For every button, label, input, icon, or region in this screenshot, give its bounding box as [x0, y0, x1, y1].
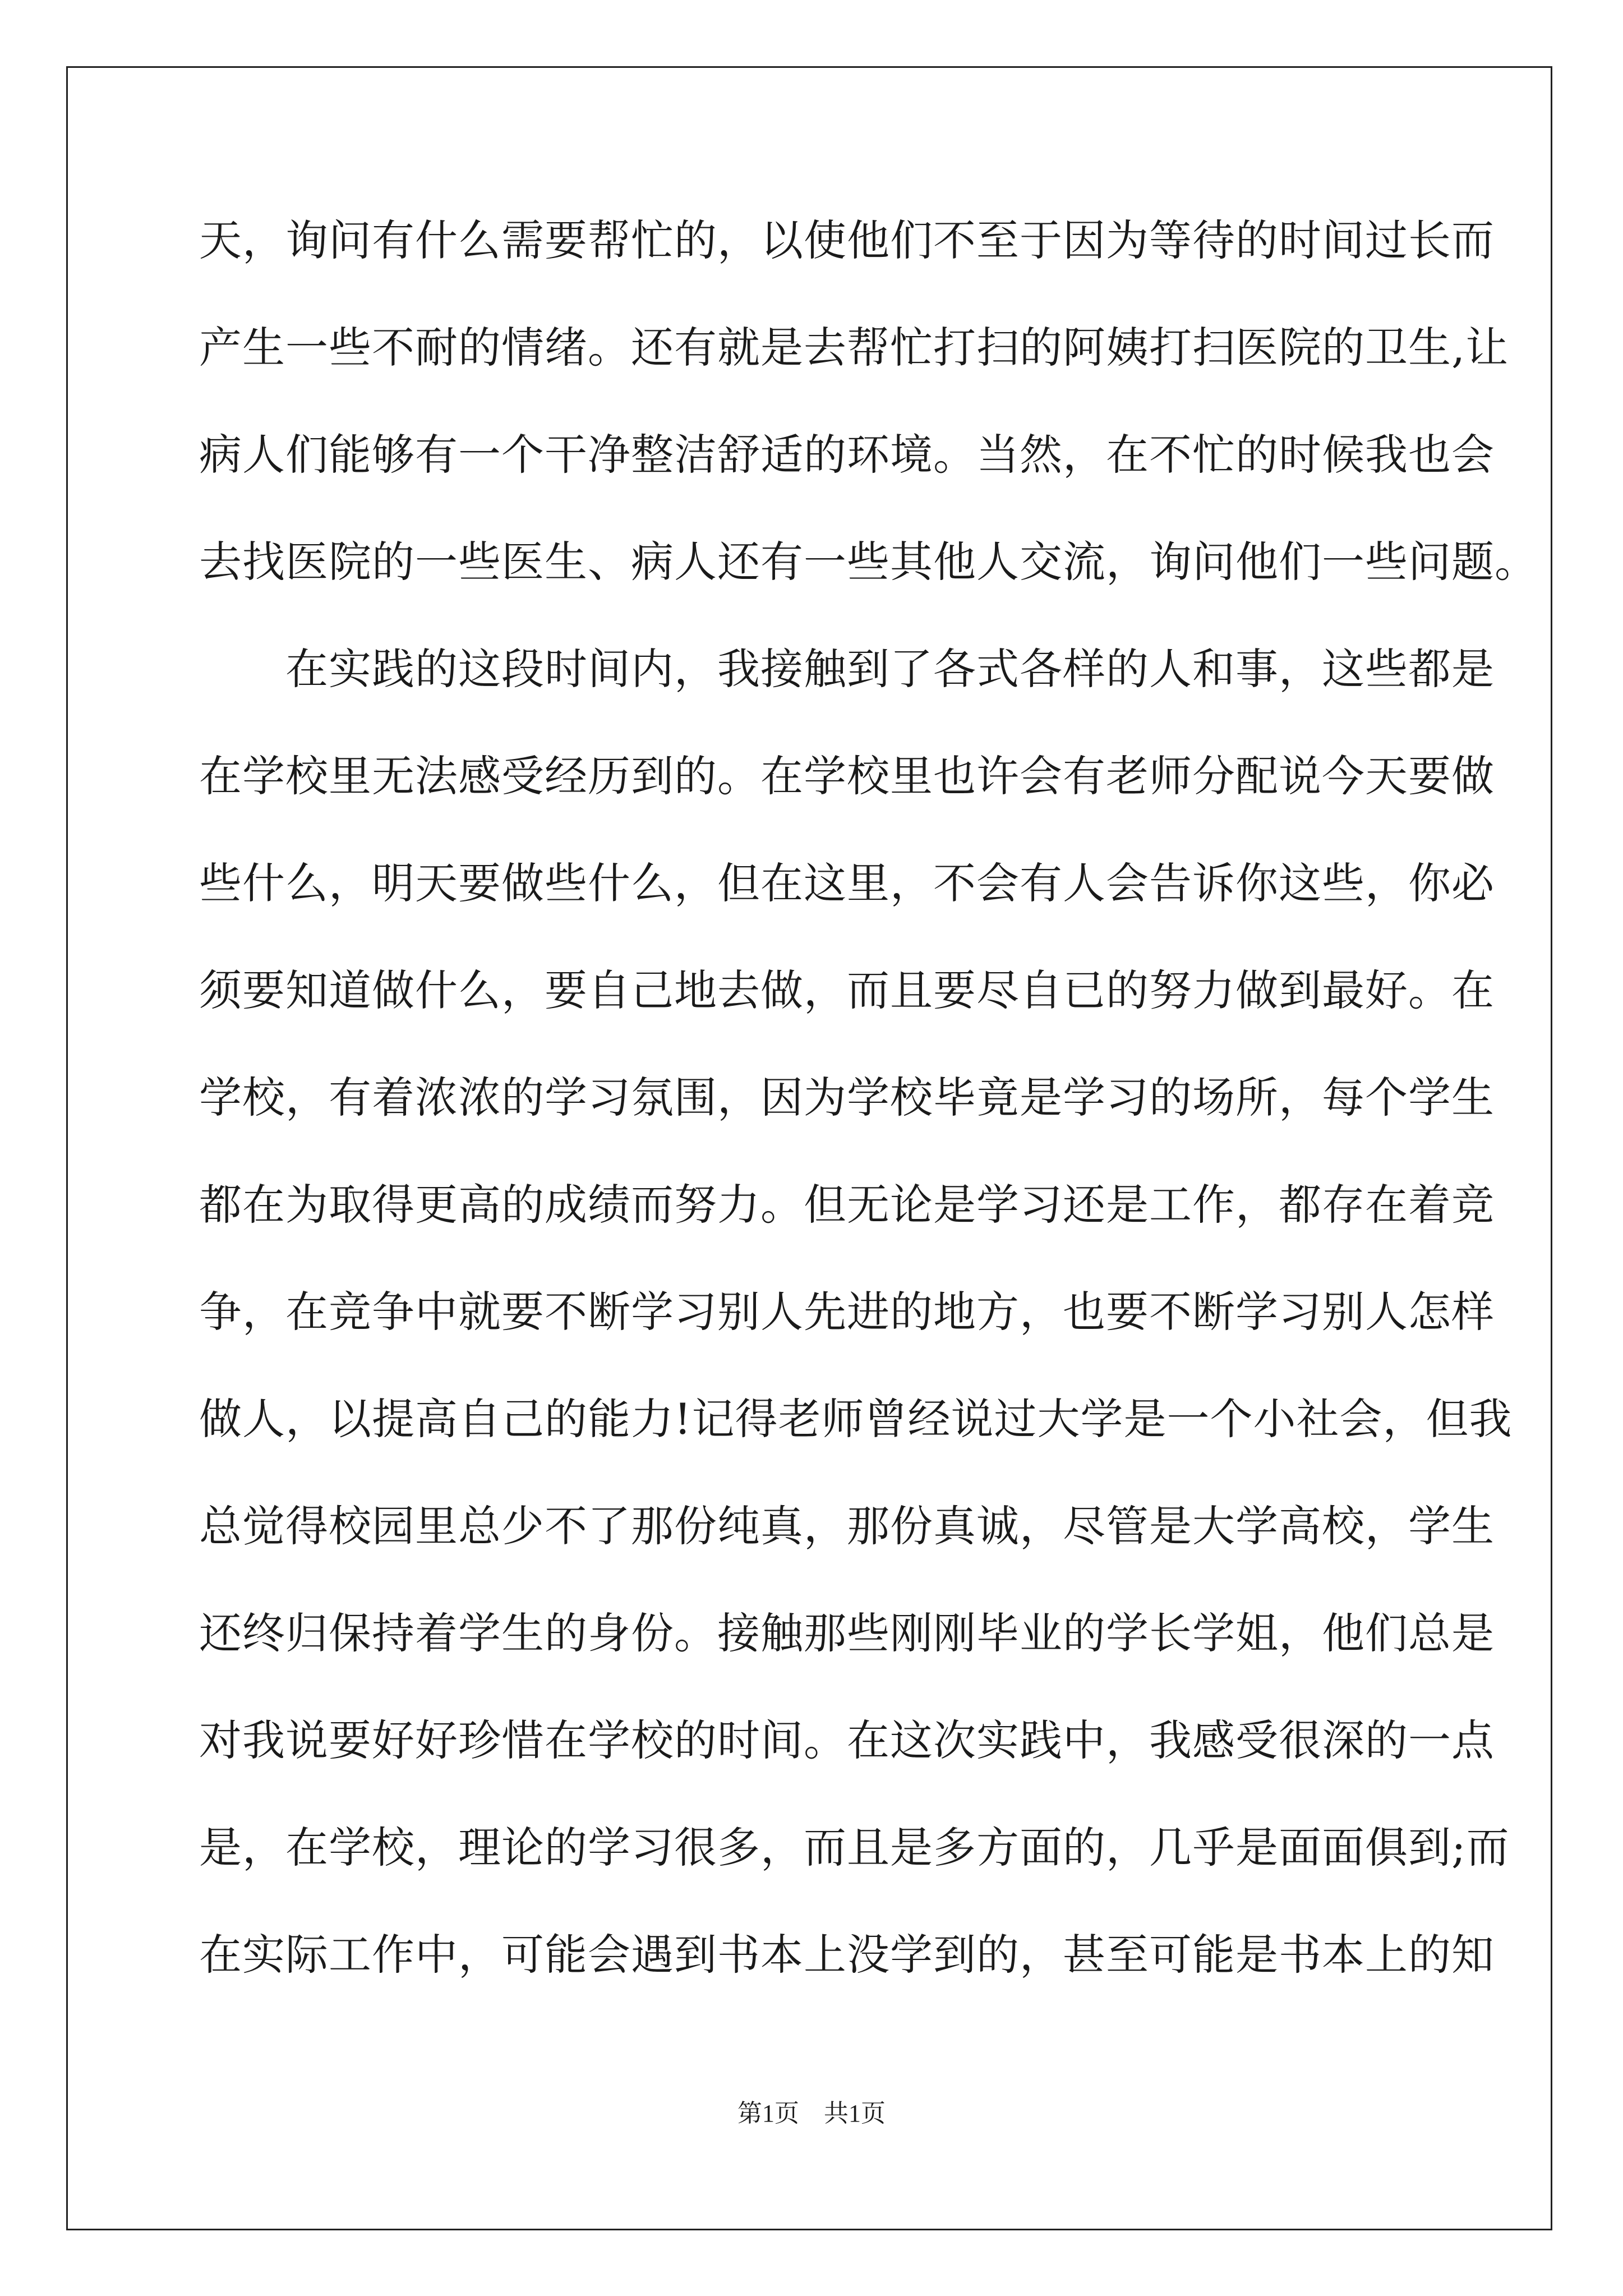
text-line: 病人们能够有一个干净整洁舒适的环境。当然，在不忙的时候我也会 — [199, 430, 1495, 480]
document-body — [199, 208, 1538, 2029]
text-line: 在学校里无法感受经历到的。在学校里也许会有老师分配说今天要做 — [199, 751, 1495, 801]
text-line: 争，在竞争中就要不断学习别人先进的地方，也要不断学习别人怎样 — [199, 1287, 1495, 1337]
paragraph-start-line: 在实践的这段时间内，我接触到了各式各样的人和事，这些都是 — [199, 644, 1495, 694]
text-line: 还终归保持着学生的身份。接触那些刚刚毕业的学长学姐，他们总是 — [199, 1608, 1495, 1658]
text-line: 去找医院的一些医生、病人还有一些其他人交流，询问他们一些问题。 — [199, 537, 1538, 587]
page-footer — [0, 2097, 1623, 2131]
text-line: 在实际工作中，可能会遇到书本上没学到的，甚至可能是书本上的知 — [199, 1930, 1495, 1980]
text-line: 做人，以提高自己的能力!记得老师曾经说过大学是一个小社会，但我 — [199, 1394, 1513, 1444]
text-line: 总觉得校园里总少不了那份纯真，那份真诚，尽管是大学高校，学生 — [199, 1501, 1495, 1551]
text-line: 须要知道做什么，要自己地去做，而且要尽自已的努力做到最好。在 — [199, 965, 1495, 1015]
text-line: 产生一些不耐的情绪。还有就是去帮忙打扫的阿姨打扫医院的卫生,让 — [199, 323, 1509, 372]
page-number-label: 第1页 共1页 — [737, 2100, 886, 2127]
text-line: 都在为取得更高的成绩而努力。但无论是学习还是工作，都存在着竞 — [199, 1180, 1495, 1230]
text-line: 是，在学校，理论的学习很多，而且是多方面的，几乎是面面俱到;而 — [199, 1823, 1510, 1872]
text-line: 对我说要好好珍惜在学校的时间。在这次实践中，我感受很深的一点 — [199, 1715, 1495, 1765]
text-line: 些什么，明天要做些什么，但在这里，不会有人会告诉你这些，你必 — [199, 858, 1495, 908]
text-line: 天，询问有什么需要帮忙的，以使他们不至于因为等待的时间过长而 — [199, 215, 1495, 265]
text-line: 学校，有着浓浓的学习氛围，因为学校毕竟是学习的场所，每个学生 — [199, 1073, 1495, 1122]
